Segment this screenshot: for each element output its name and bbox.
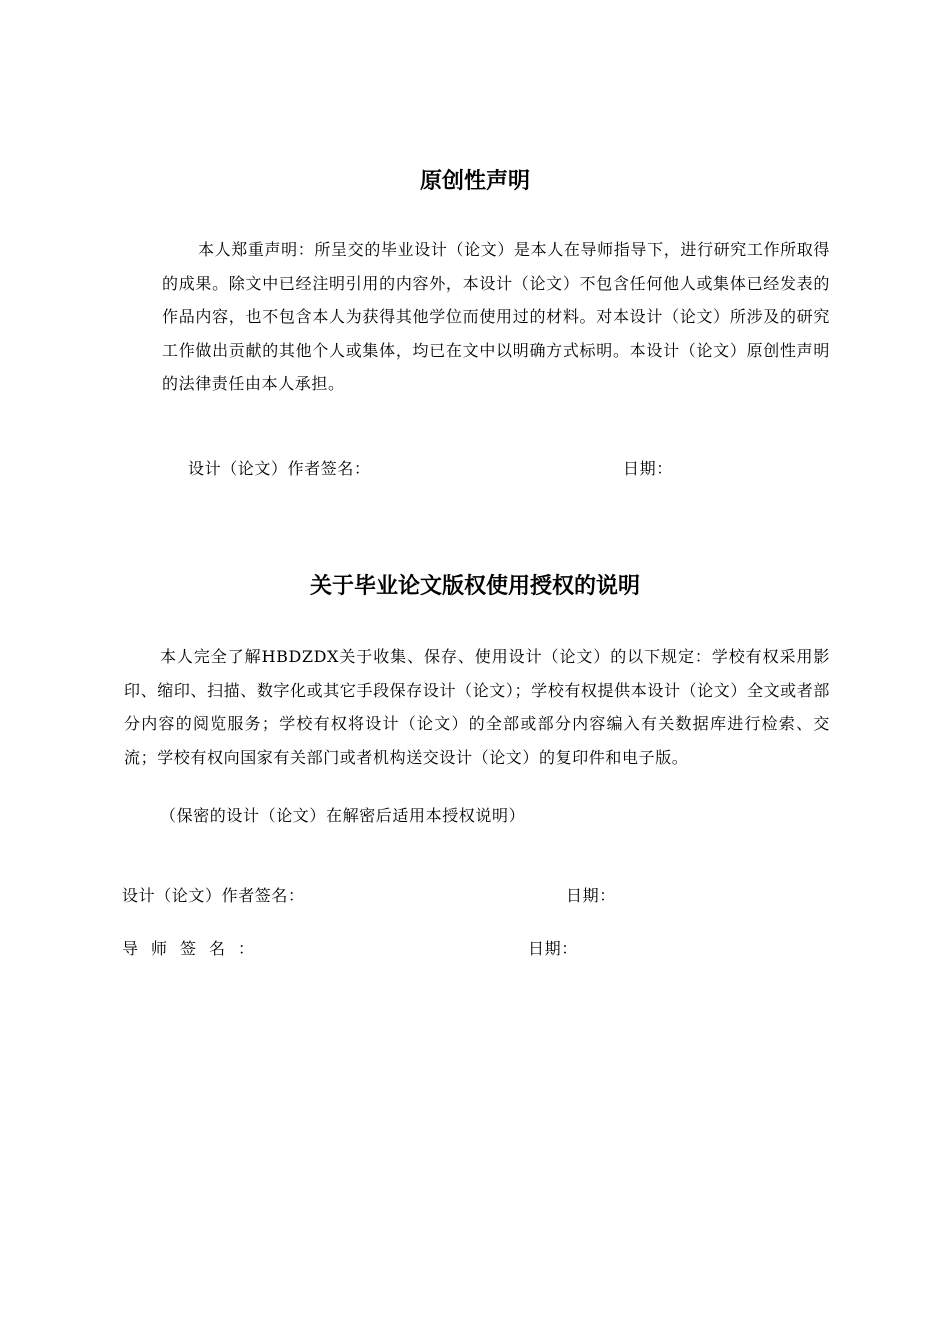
copyright-authorization-body: 本人完全了解HBDZDX关于收集、保存、使用设计（论文）的以下规定：学校有权采用影印、缩印、扫描、数字化或其它手段保存设计（论文）；学校有权提供本设计（论文）全文或者部分内容的阅览服务；学校有权将设计（论文）的全部或部分内容编入有关数据库进行检索、交流；学校有权向国家有关部门或者机构送交设计（论文）的复印件和电子版。 bbox=[124, 647, 830, 767]
copyright-authorization-title: 关于毕业论文版权使用授权的说明 bbox=[309, 574, 640, 599]
authorization-author-date-label: 日期： bbox=[566, 886, 616, 905]
originality-date-label: 日期： bbox=[623, 459, 673, 478]
advisor-date-label: 日期： bbox=[528, 939, 578, 958]
originality-declaration-body: 本人郑重声明：所呈交的毕业设计（论文）是本人在导师指导下，进行研究工作所取得的成果。除文中已经注明引用的内容外，本设计（论文）不包含任何他人或集体已经发表的作品内容，也不包含本人为获得其他学位而使用过的材料。对本设计（论文）所涉及的研究工作做出贡献的其他个人或集体，均已在文中以明确方式标明。本设计（论文）原创性声明的法律责任由本人承担。 bbox=[162, 240, 830, 393]
authorization-author-signature-label: 设计（论文）作者签名： bbox=[122, 886, 305, 905]
confidential-note: （保密的设计（论文）在解密后适用本授权说明） bbox=[160, 806, 526, 825]
advisor-signature-label: 导师签名： bbox=[122, 939, 268, 958]
originality-declaration-title: 原创性声明 bbox=[419, 169, 530, 194]
originality-author-signature-label: 设计（论文）作者签名： bbox=[188, 459, 371, 478]
